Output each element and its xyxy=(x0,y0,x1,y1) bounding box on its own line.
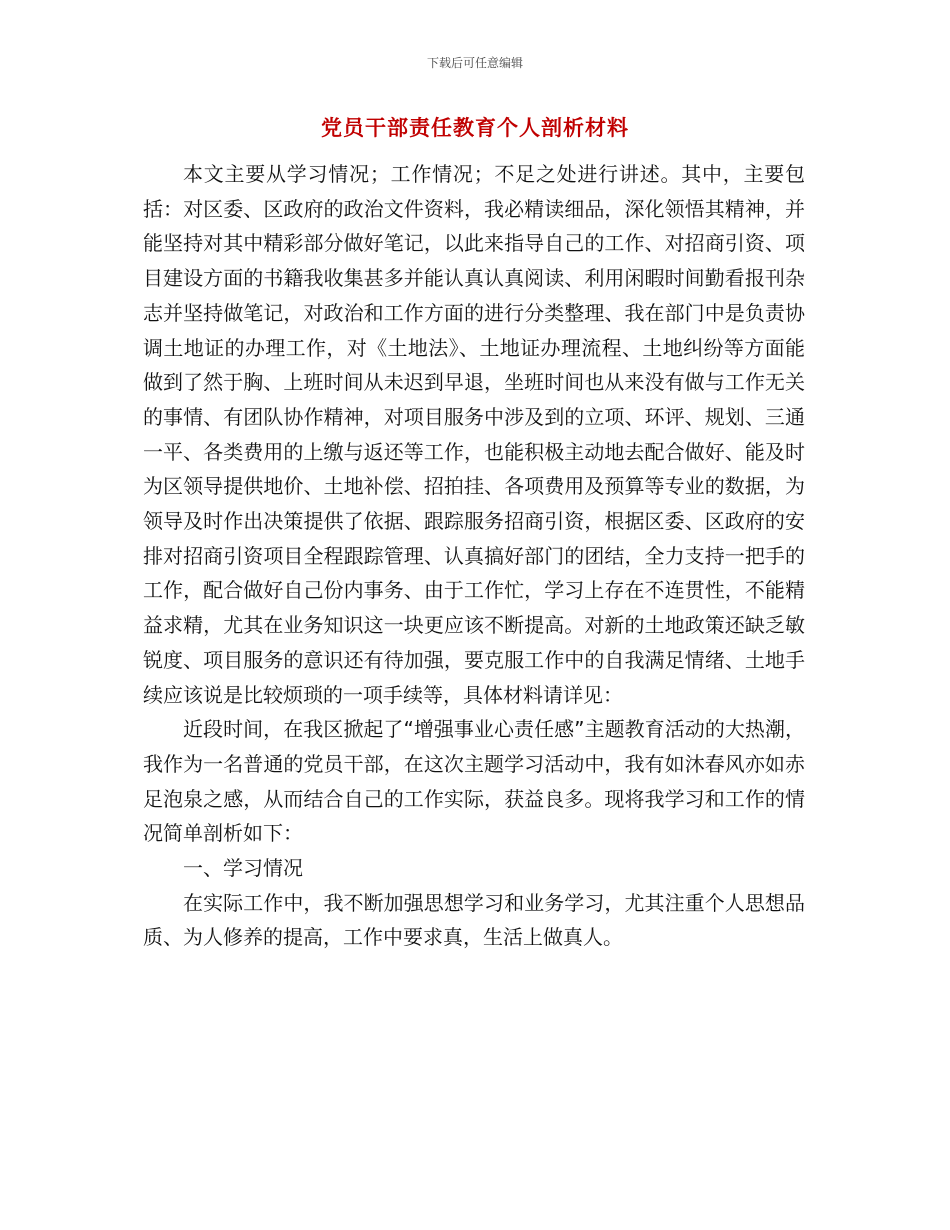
paragraph-intro: 近段时间，在我区掀起了“增强事业心责任感”主题教育活动的大热潮，我作为一名普通的党员干部，在这次主题学习活动中，我有如沐春风亦如赤足泡泉之感，从而结合自己的工作实际，获益良多。现将我学习和工作的情况简单剖析如下： xyxy=(143,717,805,846)
section-heading-study: 一、学习情况 xyxy=(183,856,303,881)
paragraph-study: 在实际工作中，我不断加强思想学习和业务学习，尤其注重个人思想品质、为人修养的提高，工作中要求真，生活上做真人。 xyxy=(143,890,805,950)
document-body xyxy=(143,157,805,955)
document-title: 党员干部责任教育个人剖析材料 xyxy=(321,115,629,140)
paragraph-summary: 本文主要从学习情况；工作情况；不足之处进行讲述。其中，主要包括：对区委、区政府的政治文件资料，我必精读细品，深化领悟其精神，并能坚持对其中精彩部分做好笔记，以此来指导自己的工作、对招商引资、项目建设方面的书籍我收集甚多并能认真认真阅读、利用闲暇时间勤看报刊杂志并坚持做笔记，对政治和工作方面的进行分类整理、我在部门中是负责协调土地证的办理工作，对《土地法》、土地证办理流程、土地纠纷等方面能做到了然于胸、上班时间从未迟到早退，坐班时间也从来没有做与工作无关的事情、有团队协作精神，对项目服务中涉及到的立项、环评、规划、三通一平、各类费用的上缴与返还等工作，也能积极主动地去配合做好、能及时为区领导提供地价、土地补偿、招拍挂、各项费用及预算等专业的数据，为领导及时作出决策提供了依据、跟踪服务招商引资，根据区委、区政府的安排对招商引资项目全程跟踪管理、认真搞好部门的团结，全力支持一把手的工作，配合做好自己份内事务、由于工作忙，学习上存在不连贯性，不能精益求精，尤其在业务知识这一块更应该不断提高。对新的土地政策还缺乏敏锐度、项目服务的意识还有待加强，要克服工作中的自我满足情绪、土地手续应该说是比较烦琐的一项手续等，具体材料请详见： xyxy=(143,162,805,707)
page-header: 下载后可任意编辑 xyxy=(426,56,523,70)
